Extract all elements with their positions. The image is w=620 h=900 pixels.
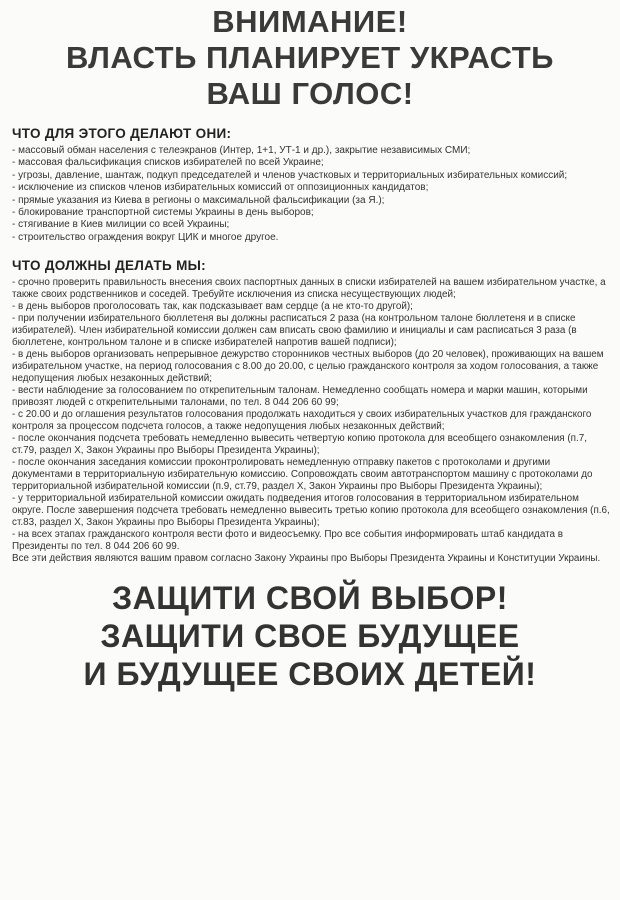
section-us-list bbox=[10, 277, 610, 553]
section-them-title: ЧТО ДЛЯ ЭТОГО ДЕЛАЮТ ОНИ: bbox=[12, 126, 232, 141]
list-item: - в день выборов организовать непрерывное дежурство сторонников честных выборов (до 20 человек), проживающих на вашем избирательном участке, на период голосования с 8.00 до 20.00, с целью гражданского контроля за ходом голосования, а также недопущения любых незаконных действий; bbox=[12, 349, 610, 385]
footer-line-2: ЗАЩИТИ СВОЕ БУДУЩЕЕ bbox=[100, 618, 520, 655]
list-item: - при получении избирательного бюллетеня вы должны расписаться 2 раза (на контрольном талоне бюллетеня и в списке избирателей). Член избирательной комиссии должен сам вписать свою фамилию и инициалы и сам расписаться 3 раза (в бюллетене, контрольном талоне и в списке избирателей напротив вашей подписи); bbox=[12, 313, 610, 349]
list-item: - после окончания подсчета требовать немедленно вывесить четвертую копию протокола для всеобщего ознакомления (п.7, ст.79, раздел X, Закон Украины про Выборы Президента Украины); bbox=[12, 433, 610, 457]
list-item: - исключение из списков членов избирательных комиссий от оппозиционных кандидатов; bbox=[12, 182, 610, 194]
list-item: - прямые указания из Киева в регионы о максимальной фальсификации (за Я.); bbox=[12, 195, 610, 207]
section-us-title: ЧТО ДОЛЖНЫ ДЕЛАТЬ МЫ: bbox=[12, 258, 206, 274]
list-item: - срочно проверить правильность внесения своих паспортных данных в списки избирателей на вашем избирательном участке, а также своих родственников и соседей. Требуйте исключения из списка несуществующих людей; bbox=[12, 277, 610, 301]
list-item: - у территориальной избирательной комиссии ожидать подведения итогов голосования в территориальном избирательном округе. После завершения подсчета требовать немедленно вывесить третью копию протокола для всеобщего ознакомления (п.6, ст.83, раздел X, Закон Украины про Выборы Президента Украины); bbox=[12, 493, 610, 529]
list-item: - строительство ограждения вокруг ЦИК и многое другое. bbox=[12, 232, 610, 244]
headline-line-1: ВНИМАНИЕ! bbox=[212, 4, 408, 39]
list-item: - стягивание в Киев милиции со всей Украины; bbox=[12, 219, 610, 231]
closing-note: Все эти действия являются вашим правом согласно Закону Украины про Выборы Президента Украины и Конституции Украины. bbox=[12, 553, 601, 565]
footer-slogan bbox=[10, 579, 610, 693]
list-item: - в день выборов проголосовать так, как подсказывает вам сердце (а не кто-то другой); bbox=[12, 301, 610, 313]
list-item: - массовая фальсификация списков избирателей по всей Украине; bbox=[12, 157, 610, 169]
list-item: - после окончания заседания комиссии проконтролировать немедленную отправку пакетов с протоколами и другими документами в территориальную избирательную комиссию. Сопровождать своим автотранспортом машину с протоколами до территориальной избирательной комиссии (п.9, ст.79, раздел X, Закон Украины про Выборы Президента Украины); bbox=[12, 457, 610, 493]
footer-line-1: ЗАЩИТИ СВОЙ ВЫБОР! bbox=[112, 580, 508, 617]
list-item: - вести наблюдение за голосованием по открепительным талонам. Немедленно сообщать номера и марки машин, которыми привозят людей с открепительными талонами, по тел. 8 044 206 60 99; bbox=[12, 385, 610, 409]
headline-line-2: ВЛАСТЬ ПЛАНИРУЕТ УКРАСТЬ bbox=[66, 40, 554, 75]
headline-line-3: ВАШ ГОЛОС! bbox=[206, 76, 414, 111]
list-item: - угрозы, давление, шантаж, подкуп председателей и членов участковых и территориальных избирательных комиссий; bbox=[12, 170, 610, 182]
list-item: - с 20.00 и до оглашения результатов голосования продолжать находиться у своих избирательных участков для гражданского контроля за процессом подсчета голосов, а также недопущения любых незаконных действий; bbox=[12, 409, 610, 433]
footer-line-3: И БУДУЩЕЕ СВОИХ ДЕТЕЙ! bbox=[83, 656, 537, 693]
list-item: - массовый обман населения с телеэкранов (Интер, 1+1, УТ-1 и др.), закрытие независимых СМИ; bbox=[12, 145, 610, 157]
section-them-list bbox=[10, 145, 610, 244]
list-item: - на всех этапах гражданского контроля вести фото и видеосъемку. Про все события информировать штаб кандидата в Президенты по тел. 8 044 206 60 99. bbox=[12, 529, 610, 553]
headline bbox=[10, 4, 610, 112]
list-item: - блокирование транспортной системы Украины в день выборов; bbox=[12, 207, 610, 219]
